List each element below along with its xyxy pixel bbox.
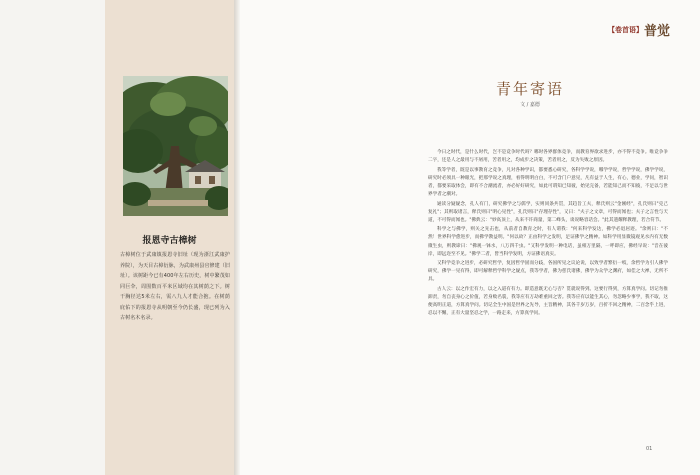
article-paragraph: 又科学竞争之进步，必研究哲学，复因哲学固而分歧，各国所见之议论说，以致学者繁衍一岐，余哲学为引人佛学研究，佛学一见有得，即可解释哲学科学之疑点，我等学者，佛为慈氏诸佛，佛学为众学之渊府，如佳之大禅，无所不具。 bbox=[428, 261, 668, 283]
camphor-tree-photo bbox=[123, 76, 228, 216]
article-paragraph: 我等学者，既是以事教育之竞争，凡对各种学识，都要悉心研究，各科学学说，哪学学说，哲学学说，佛学学说，研究时必须具一种眼光，把那学说之真理，看得明明白白，不可含门户意见，凡有益于人生，有心，德业，学问，智识者，都要采取体会，即有不合潮流者，亦必好好研究，如此可谓知已知彼，始见完备，若能知己而不知彼，不足以与世界学者之潮对。 bbox=[428, 167, 668, 197]
photo-caption-title: 报恩寺古樟树 bbox=[142, 236, 197, 246]
page-number: 01 bbox=[646, 446, 653, 452]
article-paragraph: 科学之与佛学，则关之先击也，从前者自教育之时，有人谓我："何来科学发达，佛学必退居迹。"余则曰："不然！世界科学愈进步，而佛学教益明。"何以故？正由科学之发明，足证佛学之精神。如科学用显微镜观见水内有无数微生虫，则教谛曰："佛观一钵水，八万四千虫。"又科学发明一种电话，虽相万里隔，一呼即应，佛经早说："音在彼岸，即远迩至不见。"佛学二者，皆当科学发明，方证佛语真实。 bbox=[428, 227, 668, 257]
article-paragraph: 古人云：以之作宏有力，以之入道有有力。即造意既无心与否？贯就说得到。这要行得到，方算真学问。切记勿推卸责，勿自丧身心之价值，若身败名裂，我等应有万劫难重回之害。我等应有以能生其心，勿忽略少事学，我不取，这便高明正道，方算真学问。切记全生中国是世界之先导，主旨精神，其各千岁万岁，百折不回之精神，二百念乎上进，忍以不懈，正有大量坚忍之学，一路走来，方算真学问。 bbox=[428, 287, 668, 317]
article-byline: 文 / 嘉德 bbox=[520, 102, 540, 108]
article-paragraph: 今日之时代，是什么时代，岂不是竞争时代吗？哪时各界群体竞争，而教育界欲求进步，亦不得不竞争。唯竞争争二字，还是人之最用与不屑用，苦者用之，均成步之决策，苦者用之，反为失败之原因。 bbox=[428, 150, 668, 164]
article-body bbox=[428, 149, 668, 320]
left-page-blank bbox=[0, 0, 105, 475]
photo-caption-body: 古樟树位于武康镇报恩寺旧址（现为浙江武康护养院），为天目古樟衍脉，为武康州县官修建（旧址）。该树距今已有400年左右历史，树中繁茂如同巨伞，周围数百平米区域均在其树荫之下。树干胸径达5米左右，需八九人才能合抱。在树荫庇佑下的报恩寺从明朝至今仍长盛，现已列为入古树名木名录。 bbox=[120, 252, 230, 321]
article-title: 青年寄语 bbox=[495, 80, 564, 98]
magazine-brand: 普觉 bbox=[644, 24, 671, 39]
section-tag: 【卷首语】 bbox=[608, 26, 643, 34]
article-paragraph: 通读分疑疑念，孔人有门，研究佛学之与儒学，实则同条共贯，其趋旨工夫，释氏则云"金刚经"，孔氏则曰"克己复礼"；其则取诸言，释氏则曰"明心见性"，孔氏则曰"存理存性"，又曰："夫子之文章，可得而闻也；夫子之言性与天道，不可得而闻也。"佛典云："妙高顶上，从来不许商量，第二峰头，谈说略容话会。"此其遗耀释教理，若合符节。 bbox=[428, 201, 668, 223]
